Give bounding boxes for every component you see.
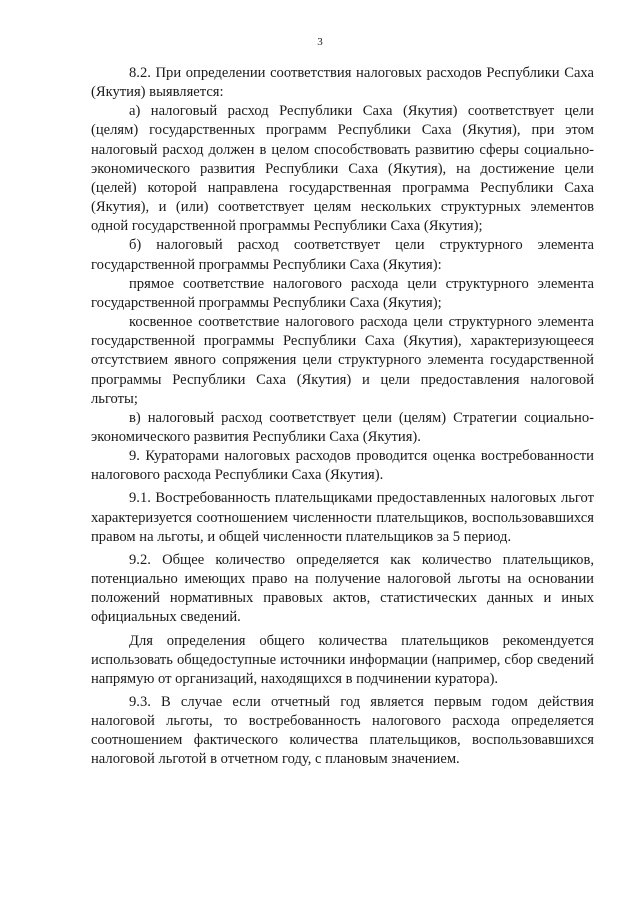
paragraph-8-2: 8.2. При определении соответствия налоговых расходов Республики Саха (Якутия) выявляется: bbox=[91, 65, 594, 101]
paragraph-9-1: 9.1. Востребованность плательщиками предоставленных налоговых льгот характеризуется соотношением численности плательщиков, воспользовавшихся правом на льготы, и общей численности плательщиков за 5 период. bbox=[91, 490, 594, 545]
paragraph-general-count: Для определения общего количества плательщиков рекомендуется использовать общедоступные источники информации (например, сбор сведений напрямую от организаций, находящихся в подчинении куратора). bbox=[91, 632, 594, 687]
paragraph-direct-correspondence: прямое соответствие налогового расхода цели структурного элемента государственной программы Республики Саха (Якутия); bbox=[91, 275, 594, 311]
paragraph-indirect-correspondence: косвенное соответствие налогового расхода цели структурного элемента государственной программы Республики Саха (Якутия), характеризующееся отсутствием явного сопряжения цели структурного элемента государственной программы Республики Саха (Якутия) и цели предоставления налоговой льготы; bbox=[91, 314, 594, 407]
page-number: 3 bbox=[317, 36, 323, 48]
paragraph-8-2-b: б) налоговый расход соответствует цели структурного элемента государственной программы Республики Саха (Якутия): bbox=[91, 237, 594, 273]
paragraph-9-2: 9.2. Общее количество определяется как количество плательщиков, потенциально имеющих право на получение налоговой льготы на основании положений нормативных правовых актов, статистических данных и иных официальных сведений. bbox=[91, 551, 594, 626]
paragraph-9: 9. Кураторами налоговых расходов проводится оценка востребованности налогового расхода Республики Саха (Якутия). bbox=[91, 448, 594, 484]
paragraph-8-2-v: в) налоговый расход соответствует цели (целям) Стратегии социально-экономического развития Республики Саха (Якутия). bbox=[91, 409, 594, 445]
document-body bbox=[91, 64, 594, 770]
paragraph-9-3: 9.3. В случае если отчетный год является первым годом действия налоговой льготы, то востребованность налогового расхода определяется соотношением фактического количества плательщиков, воспользовавшихся налоговой льготой в отчетном году, с плановым значением. bbox=[91, 694, 594, 768]
paragraph-8-2-a: а) налоговый расход Республики Саха (Якутия) соответствует цели (целям) государственных программ Республики Саха (Якутия), при этом налоговый расход должен в целом способствовать развитию сферы социально-экономического развития Республики Саха (Якутия), на достижение цели (целей) которой направлена государственная программа Республики Саха (Якутия), и (или) соответствует целям нескольких структурных элементов одной государственной программы Республики Саха (Якутия); bbox=[91, 103, 594, 235]
